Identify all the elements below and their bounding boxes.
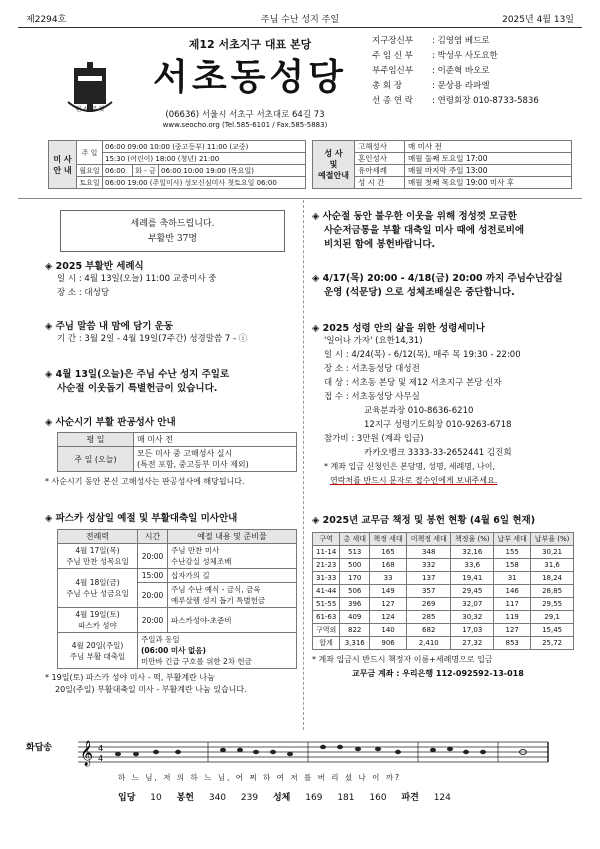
lenten-box-section: [312, 210, 582, 252]
hymn-numbers-bar: [18, 790, 582, 808]
entrance-number: 10: [150, 793, 162, 803]
adoration-section: [312, 272, 582, 300]
sacrament-value: 매월 마지막 주일 13:00: [405, 165, 572, 177]
parish-logo: [60, 60, 120, 130]
sunday-title: 주님 수난 성지 주일: [260, 15, 340, 25]
weekday-value: 매 미사 전: [134, 433, 297, 447]
liturgy-time: 20:00: [138, 583, 168, 608]
special-title: ◈ 4월 13일(오늘)은 주님 수난 성지 주일로: [45, 369, 230, 380]
seminar-note-2: 연락처를 반드시 문자로 접수인에게 보내주세요.: [330, 476, 498, 485]
entrance-label: 입당: [118, 793, 136, 803]
lenten-line: 비치된 함에 봉헌바랍니다.: [324, 239, 436, 250]
liturgy-detail: 십자가의 길: [168, 569, 297, 583]
staff-row: [372, 49, 592, 64]
svg-text:𝄞: 𝄞: [80, 741, 94, 766]
liturgy-time: 20:00: [138, 608, 168, 633]
sacrament-key: 유아세례: [355, 165, 405, 177]
staff-row: [372, 79, 592, 94]
recessional-label: 파견: [401, 793, 419, 803]
seminar-note: * 계좌 입금 신청인은 본당명, 성명, 세례명, 나이,: [324, 462, 496, 471]
table-row: 41-44 506 149 357 29,45 146 28,85: [313, 585, 574, 598]
table-row: 11-14 513 165 348 32,16 155 30,21: [313, 546, 574, 559]
mass-label: 미 사 안 내: [49, 141, 77, 189]
liturgy-day: 4월 18일(금) 주님 수난 성금요일: [58, 569, 138, 608]
communion-label: 성체: [272, 793, 291, 803]
col-header: 납부 세대: [494, 533, 531, 546]
parish-name: 서초동성당: [153, 57, 347, 98]
confession-table: [57, 432, 297, 472]
sacrament-value: 매 미사 전: [405, 141, 572, 153]
communion-number: 181: [337, 793, 355, 803]
offertory-number: 239: [240, 793, 259, 803]
sacraments-table: [312, 140, 572, 189]
staff-role: 부주임신부: [372, 66, 414, 76]
section-divider: [18, 198, 582, 199]
staff-role: 총 회 장: [372, 81, 403, 91]
contribution-table: [312, 532, 574, 650]
col-header: 시간: [138, 530, 168, 544]
staff-role: 지구장신부: [372, 36, 414, 46]
sacrament-value: 매월 첫째 목요일 19:00 미사 후: [405, 177, 572, 189]
col-header: 전례력: [58, 530, 138, 544]
seminar-line: 12지구 성령기도회장 010-9263-6718: [364, 420, 512, 430]
baptism-title: ◈ 2025 부활반 세례식: [45, 261, 144, 272]
logo-text: 편 서 뮤 핏: [75, 106, 105, 113]
svg-text:4: 4: [98, 754, 104, 763]
col-header: 책정 세대: [370, 533, 407, 546]
psalm-label: 화답송: [26, 743, 53, 753]
col-header: 예절 내용 및 준비물: [168, 530, 297, 544]
easter-note-1: * 19일(토) 파스카 성야 미사 - 떡, 부활계란 나눔: [45, 673, 215, 682]
bible-section: [45, 318, 300, 346]
sat-time: 06:00 19:00 (주일미사) 성모신심미사 첫토요일 06:00: [103, 177, 306, 189]
seminar-line: 교육분과장 010-8636-6210: [364, 406, 474, 416]
seminar-title: ◈ 2025 성령 안의 삶을 위한 성령세미나: [312, 323, 485, 334]
liturgy-day: 4월 17일(목) 주님 만찬 성목요일: [58, 544, 138, 569]
confession-title: ◈ 사순시기 부활 판공성사 안내: [45, 417, 176, 428]
special-title-2: 사순절 이웃돕기 특별헌금이 있습니다.: [57, 383, 218, 394]
sacrament-key: 고해성사: [355, 141, 405, 153]
svg-text:4: 4: [98, 744, 104, 753]
bible-period: 기 간 : 3월 2일 - 4월 19일(7주간) 성경말씀 7 - ⓘ: [57, 334, 248, 344]
col-header: 책정율 (%): [451, 533, 494, 546]
table-row: 61-63 409 124 285 30,32 119 29,1: [313, 611, 574, 624]
liturgy-detail: 주일과 동일 (06:00 미사 없음) 미만바 긴급 구호를 위한 2차 헌금: [138, 633, 297, 669]
sacrament-key: 혼인성사: [355, 153, 405, 165]
col-header: 납부율 (%): [531, 533, 574, 546]
staff-value: : 이준혁 바오로: [432, 66, 490, 76]
sacrament-label: 성 사 및 예절안내: [313, 141, 355, 189]
seminar-line: 대 상 : 서초동 본당 및 제12 서초지구 본당 신자: [324, 378, 502, 388]
baptism-section: [45, 258, 295, 300]
liturgy-day: 4월 19일(토) 파스카 성야: [58, 608, 138, 633]
sunday-label: 주 일 (오늘): [58, 447, 134, 472]
adoration-line: ◈ 4/17(목) 20:00 - 4/18(금) 20:00 까지 주님수난감실: [312, 273, 563, 284]
column-divider: [303, 200, 304, 730]
staff-role: 선 종 연 락: [372, 96, 413, 106]
liturgy-detail: 주님 만찬 미사 수난감실 성체조배: [168, 544, 297, 569]
contribution-account: 교무금 계좌 : 우리은행 112-092592-13-018: [352, 669, 524, 678]
baptism-place: 장 소 : 대성당: [57, 288, 110, 298]
liturgy-detail: 파스카성야-초준비: [168, 608, 297, 633]
baptism-time: 일 시 : 4월 13일(오늘) 11:00 교중미사 중: [57, 274, 217, 284]
contribution-note: * 계좌 입금시 반드시 책정자 이름+세례명으로 입금: [312, 655, 493, 664]
liturgy-time: 20:00: [138, 544, 168, 569]
col-header: 미책정 세대: [407, 533, 451, 546]
sacrament-key: 성 시 간: [355, 177, 405, 189]
psalm-lyrics: 하 느 님, 저 의 하 느 님, 어 찌 하 여 저 를 버 리 셨 나 이 까?: [118, 773, 401, 782]
mon-time: 06:00: [103, 165, 133, 177]
seminar-section: [312, 320, 582, 488]
lenten-line: 사순저금통을 부활 대축일 미사 때에 성전로비에: [324, 225, 525, 236]
contribution-section: [312, 512, 582, 681]
offertory-number: 340: [208, 793, 227, 803]
congrats-line: 세례를 축하드립니다.: [130, 219, 215, 229]
table-row-total: 합계 3,316 906 2,410 27,32 853 25,72: [313, 637, 574, 650]
adoration-line: 운영 (석문당) 으로 성체조배실은 중단합니다.: [324, 287, 515, 298]
congrats-count: 부활반 37명: [147, 234, 198, 244]
easter-section: [45, 510, 300, 696]
confession-section: [45, 414, 300, 489]
staff-value: : 연령회장 010-8733-5836: [432, 96, 539, 106]
issue-number: 제2294호: [26, 15, 67, 25]
issue-date: 2025년 4월 13일: [502, 15, 574, 25]
tuethu-time: 06:00 10:00 19:00 (목요일): [159, 165, 306, 177]
liturgy-day: 4월 20일(주일) 주님 부활 대축일: [58, 633, 138, 669]
liturgy-detail: 주님 수난 예식 - 금식, 금육 예루살렘 성지 돕기 특별헌금: [168, 583, 297, 608]
liturgy-time: 15:00: [138, 569, 168, 583]
seminar-line: 참가비 : 3만원 (계좌 입금): [324, 434, 424, 444]
special-offering-section: [45, 366, 300, 394]
table-row: 51-55 396 127 269 32,07 117 29,55: [313, 598, 574, 611]
communion-number: 169: [305, 793, 323, 803]
confession-note: * 사순시기 동안 본신 고해성사는 판공성사에 해당됩니다.: [45, 477, 245, 486]
table-row: 21-23 500 168 332 33,6 158 31,6: [313, 559, 574, 572]
staff-value: : 김영염 베드로: [432, 36, 490, 46]
table-row: 31-33 170 33 137 19,41 31 18,24: [313, 572, 574, 585]
tuethu-label: 화 - 금: [133, 165, 159, 177]
lenten-line: ◈ 사순절 동안 불우한 이웃을 위해 정성껏 모금한: [312, 211, 517, 222]
sunday-value: 모든 미사 중 고해성사 실시 (특전 포함, 중고등부 미사 제외): [134, 447, 297, 472]
seminar-line: 일 시 : 4/24(목) - 6/12(목), 매주 목 19:30 - 22:00: [324, 350, 521, 360]
staff-value: : 문상용 라파엘: [432, 81, 490, 91]
col-header: 구역: [313, 533, 340, 546]
staff-value: : 박성우 사도요한: [432, 51, 498, 61]
weekday-label: 평 일: [58, 433, 134, 447]
sunday-label: 주 일: [77, 141, 103, 165]
contribution-title: ◈ 2025년 교무금 책정 및 봉헌 현황 (4월 6일 현재): [312, 515, 536, 526]
communion-number: 160: [369, 793, 387, 803]
easter-note-2: 20일(주일) 부활대축일 미사 - 부활계란 나눔 있습니다.: [55, 685, 247, 694]
seminar-line: 장 소 : 서초동성당 대성전: [324, 364, 420, 374]
staff-list: [372, 34, 592, 109]
staff-row: [372, 34, 592, 49]
table-row: 구역외 822 140 682 17,03 127 15,45: [313, 624, 574, 637]
responsorial-psalm: [18, 728, 582, 788]
sunday-times-1: 06:00 09:00 10:00 (중고등부) 11:00 (교중): [103, 141, 306, 153]
mass-schedule-table: [48, 140, 306, 189]
easter-title: ◈ 파스카 성삼일 예절 및 부활대축일 미사안내: [45, 513, 238, 524]
music-staff-icon: [78, 736, 578, 770]
seminar-subtitle: '일어나 가자' (요한14,31): [324, 336, 423, 346]
sat-label: 토요일: [77, 177, 103, 189]
parish-subtitle: 제12 서초지구 대표 본당: [188, 38, 312, 51]
offertory-label: 봉헌: [176, 793, 194, 803]
sacrament-value: 매월 둘째 토요일 17:00: [405, 153, 572, 165]
col-header: 총 세대: [340, 533, 370, 546]
baptism-congrats-box: [60, 210, 285, 252]
parish-address: (06636) 서울시 서초구 서초대로 64길 73: [165, 110, 325, 120]
recessional-number: 124: [433, 793, 451, 803]
mon-label: 월요일: [77, 165, 103, 177]
easter-table: [57, 529, 297, 669]
staff-row: [372, 94, 592, 109]
staff-row: [372, 64, 592, 79]
top-bar: [18, 8, 582, 28]
sunday-times-2: 15:30 (어린이) 18:00 (청년) 21:00: [103, 153, 306, 165]
staff-role: 주 임 신 부: [372, 51, 413, 61]
seminar-line: 카카오뱅크 3333-33-2652441 김진희: [364, 448, 512, 458]
bible-title: ◈ 주님 말씀 내 맘에 담기 운동: [45, 321, 174, 332]
seminar-line: 접 수 : 서초동성당 사무실: [324, 392, 420, 402]
parish-web: www.seocho.org (Tel.585-6101 / Fax.585-5883): [162, 121, 328, 129]
